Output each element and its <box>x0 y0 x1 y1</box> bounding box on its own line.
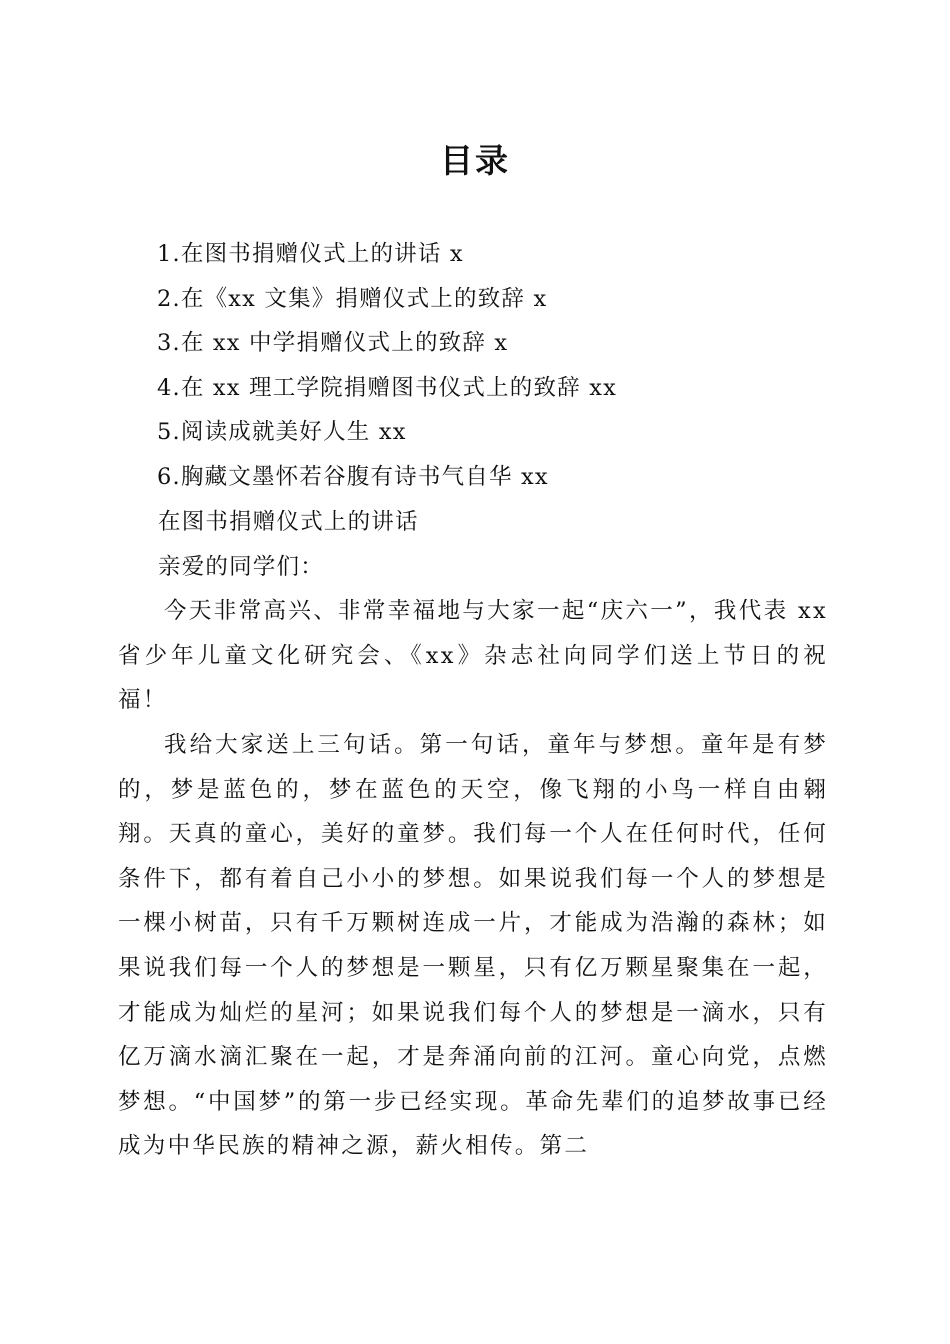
toc-item-3: 3.在 xx 中学捐赠仪式上的致辞 x <box>157 330 509 357</box>
salutation: 亲爱的同学们： <box>158 553 324 580</box>
paragraph-2: 我给大家送上三句话。第一句话，童年与梦想。童年是有梦的，梦是蓝色的，梦在蓝色的天空，像飞翔的小鸟一样自由翱翔。天真的童心，美好的童梦。我们每一个人在任何时代，任何条件下，都有着自己小小的梦想。如果说我们每一个人的梦想是一棵小树苗，只有千万颗树连成一片，才能成为浩瀚的森林；如果说我们每一个人的梦想是一颗星，只有亿万颗星聚集在一起，才能成为灿烂的星河；如果说我们每个人的梦想是一滴水，只有亿万滴水滴汇聚在一起，才是奔涌向前的江河。童心向党，点燃梦想。“中国梦”的第一步已经实现。革命先辈们的追梦故事已经成为中华民族的精神之源，薪火相传。第二 <box>118 731 828 1160</box>
section-title: 在图书捐赠仪式上的讲话 <box>158 509 419 535</box>
toc-item-4: 4.在 xx 理工学院捐赠图书仪式上的致辞 xx <box>157 374 617 401</box>
table-of-contents <box>157 232 857 500</box>
toc-item-6: 6.胸藏文墨怀若谷腹有诗书气自华 xx <box>157 463 549 490</box>
page-title: 目录 <box>440 141 510 180</box>
paragraph-1: 今天非常高兴、非常幸福地与大家一起“庆六一”，我代表 xx 省少年儿童文化研究会、《xx》杂志社向同学们送上节日的祝福！ <box>118 598 828 714</box>
toc-item-5: 5.阅读成就美好人生 xx <box>157 419 407 446</box>
document-body <box>118 500 828 1169</box>
toc-item-1: 1.在图书捐赠仪式上的讲话 x <box>157 241 464 267</box>
toc-item-2: 2.在《xx 文集》捐赠仪式上的致辞 x <box>157 285 548 312</box>
